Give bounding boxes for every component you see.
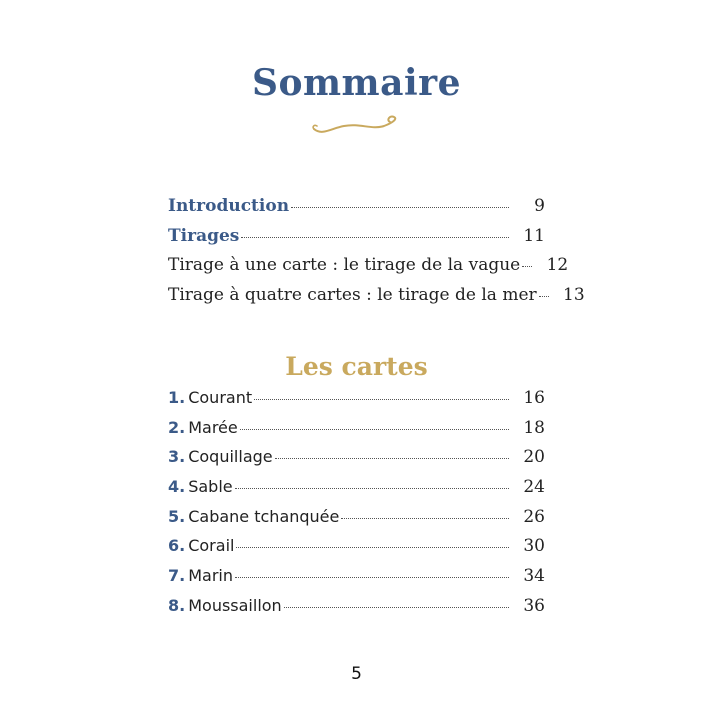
toc-entry-page: 16 (523, 388, 545, 408)
toc-entry-page: 26 (523, 506, 545, 527)
toc-entry-card[interactable] (168, 388, 545, 418)
card-label: Sable (188, 477, 233, 497)
card-label: Courant (188, 388, 253, 407)
dot-leader (235, 577, 509, 578)
toc-entry-page: 18 (523, 417, 545, 438)
card-number: 7. (168, 566, 186, 586)
toc-entry-label: Tirages (168, 225, 240, 246)
toc-entry-tirage-une-carte[interactable] (168, 255, 569, 285)
page-number: 5 (351, 664, 362, 684)
toc-entry-page: 9 (534, 196, 545, 216)
card-number: 1. (168, 388, 186, 407)
card-number: 8. (168, 595, 186, 615)
toc-cards-list (168, 388, 545, 626)
card-number: 2. (168, 417, 186, 437)
card-number: 3. (168, 447, 186, 467)
toc-entry-label: Tirage à quatre cartes : le tirage de la mer (168, 285, 537, 306)
toc-entry-page: 30 (523, 536, 545, 557)
toc-intro-list (168, 196, 585, 315)
toc-entry-card[interactable] (168, 418, 545, 448)
toc-entry-page: 34 (523, 566, 545, 587)
toc-entry-tirages[interactable] (168, 226, 545, 256)
card-label: Moussaillon (188, 595, 282, 615)
toc-entry-page: 12 (546, 255, 569, 276)
dot-leader (236, 547, 509, 548)
toc-entry-card[interactable] (168, 536, 545, 566)
toc-entry-label: Tirage à une carte : le tirage de la vague (168, 255, 521, 276)
toc-entry-card[interactable] (168, 507, 545, 537)
card-number: 6. (168, 536, 186, 556)
dot-leader (284, 607, 509, 608)
dot-leader (241, 237, 509, 238)
toc-entry-page: 24 (523, 477, 545, 498)
toc-entry-page: 36 (523, 595, 545, 616)
toc-entry-label: Introduction (168, 196, 290, 216)
toc-entry-page: 20 (523, 447, 545, 468)
dot-leader (341, 518, 509, 519)
decorative-swash-icon (310, 114, 402, 136)
card-label: Cabane tchanquée (188, 506, 340, 526)
toc-entry-introduction[interactable] (168, 196, 545, 226)
dot-leader (235, 488, 509, 489)
page-title: Sommaire (251, 62, 462, 104)
card-label: Marée (188, 417, 238, 437)
dot-leader (240, 429, 509, 430)
toc-entry-page: 11 (523, 225, 545, 246)
toc-entry-card[interactable] (168, 447, 545, 477)
toc-entry-page: 13 (563, 285, 585, 306)
toc-entry-tirage-quatre-cartes[interactable] (168, 285, 585, 315)
dot-leader (522, 266, 532, 267)
toc-entry-card[interactable] (168, 477, 545, 507)
card-label: Coquillage (188, 447, 273, 467)
section-title-les-cartes: Les cartes (285, 352, 428, 381)
card-label: Marin (188, 566, 233, 586)
toc-entry-card[interactable] (168, 566, 545, 596)
dot-leader (291, 207, 509, 208)
card-number: 5. (168, 506, 186, 526)
dot-leader (275, 458, 509, 459)
toc-entry-card[interactable] (168, 596, 545, 626)
card-label: Corail (188, 536, 235, 556)
dot-leader (539, 296, 549, 297)
dot-leader (254, 399, 509, 400)
card-number: 4. (168, 477, 186, 497)
